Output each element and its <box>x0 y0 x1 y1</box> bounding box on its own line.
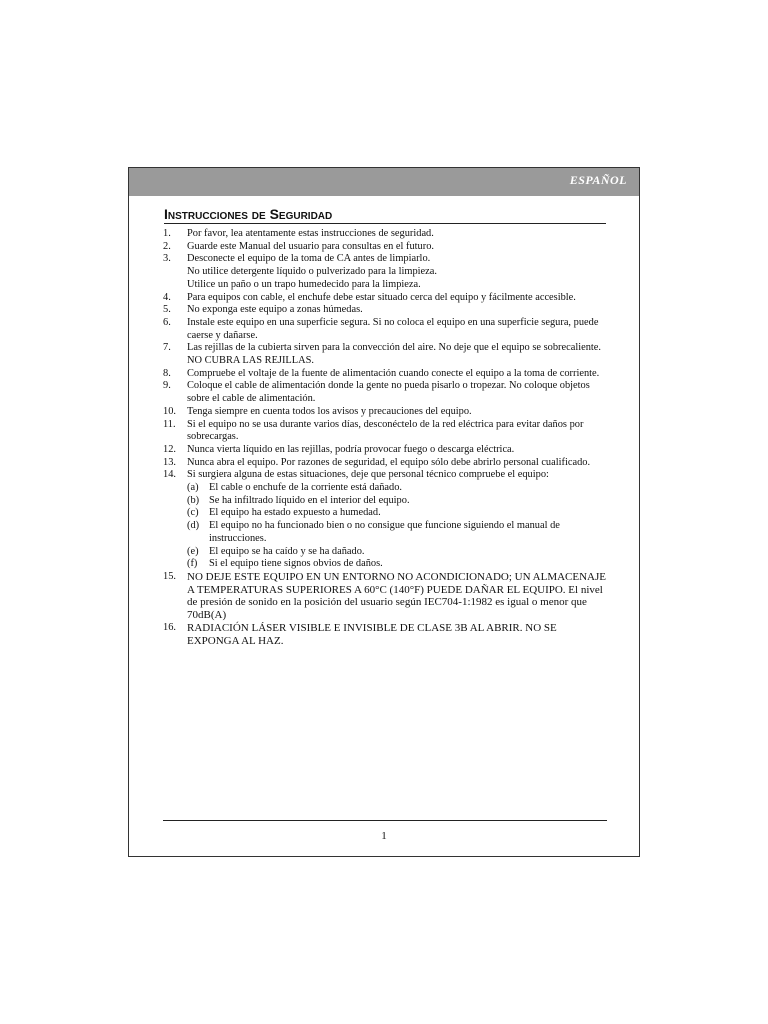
item-number: 8. <box>163 367 171 379</box>
item-line: Nunca abra el equipo. Por razones de seguridad, el equipo sólo debe abrirlo personal cualificado. <box>187 456 591 468</box>
list-item <box>163 292 607 305</box>
sub-item-letter: (a) <box>187 482 199 494</box>
list-item <box>163 317 607 342</box>
list-item <box>163 228 607 241</box>
sub-item-text: El equipo no ha funcionado bien o no consigue que funcione siguiendo el manual de instrucciones. <box>209 520 560 544</box>
item-text <box>187 571 607 622</box>
item-number: 5. <box>163 304 171 316</box>
item-line: Utilice un paño o un trapo humedecido para la limpieza. <box>187 278 421 290</box>
item-number: 11. <box>163 418 176 430</box>
item-number: 4. <box>163 291 171 303</box>
item-number: 7. <box>163 342 171 354</box>
sub-item <box>187 546 607 559</box>
item-number: 2. <box>163 240 171 252</box>
list-item <box>163 571 607 622</box>
sub-item-text: Se ha infiltrado líquido en el interior del equipo. <box>209 494 410 506</box>
item-number: 9. <box>163 380 171 392</box>
item-number: 13. <box>163 456 176 468</box>
item-text <box>187 253 607 291</box>
page-number: 1 <box>381 830 387 842</box>
item-text <box>187 380 607 405</box>
item-text <box>187 228 607 241</box>
list-item <box>163 406 607 419</box>
item-line: No utilice detergente líquido o pulverizado para la limpieza. <box>187 266 437 278</box>
list-item <box>163 469 607 571</box>
item-line: Si surgiera alguna de estas situaciones, deje que personal técnico compruebe el equipo: <box>187 469 549 481</box>
list-item <box>163 368 607 381</box>
footer-divider <box>163 820 607 821</box>
language-label: ESPAÑOL <box>569 173 627 187</box>
item-number: 3. <box>163 253 171 265</box>
sub-item-text: El equipo ha estado expuesto a humedad. <box>209 507 381 519</box>
item-text <box>187 241 607 254</box>
item-line: RADIACIÓN LÁSER VISIBLE E INVISIBLE DE CLASE 3B AL ABRIR. NO SE EXPONGA AL HAZ. <box>187 621 557 647</box>
safety-instructions-list <box>163 228 607 647</box>
item-line: No exponga este equipo a zonas húmedas. <box>187 304 363 316</box>
list-item <box>163 444 607 457</box>
sub-item <box>187 558 607 571</box>
sub-item-text: Si el equipo tiene signos obvios de daños. <box>209 558 383 570</box>
page-frame <box>128 167 640 857</box>
sub-item-text: El cable o enchufe de la corriente está dañado. <box>209 482 402 494</box>
item-line: Las rejillas de la cubierta sirven para la convección del aire. No deje que el equipo se sobrecaliente. NO CUBRA LAS REJILLAS. <box>187 342 601 367</box>
item-text <box>187 317 607 342</box>
item-number: 12. <box>163 443 176 455</box>
list-item <box>163 304 607 317</box>
item-line: Desconecte el equipo de la toma de CA antes de limpiarlo. <box>187 253 431 265</box>
item-line: Por favor, lea atentamente estas instrucciones de seguridad. <box>187 228 434 239</box>
item-line: Coloque el cable de alimentación donde la gente no pueda pisarlo o tropezar. No coloque objetos sobre el cable de alimentación. <box>187 380 590 405</box>
item-line: NO DEJE ESTE EQUIPO EN UN ENTORNO NO ACONDICIONADO; UN ALMACENAJE A TEMPERATURAS SUPERIORES A 60°C (140°F) PUEDE DAÑAR EL EQUIPO. El nivel de presión de sonido en la posición del usuario según IEC704-1:1982 es igual o menor que 70dB(A) <box>187 570 607 622</box>
sub-item-letter: (c) <box>187 507 199 519</box>
list-item <box>163 253 607 291</box>
item-text <box>187 304 607 317</box>
section-title: Instrucciones de Seguridad <box>164 206 606 224</box>
sub-item-letter: (e) <box>187 545 199 557</box>
list-item <box>163 342 607 367</box>
item-number: 15. <box>163 570 176 582</box>
sub-item-text: El equipo se ha caído y se ha dañado. <box>209 545 365 557</box>
item-line: Para equipos con cable, el enchufe debe estar situado cerca del equipo y fácilmente accesible. <box>187 291 576 303</box>
item-line: Nunca vierta líquido en las rejillas, podría provocar fuego o descarga eléctrica. <box>187 443 515 455</box>
list-item <box>163 457 607 470</box>
list-item <box>163 380 607 405</box>
item-text <box>187 469 607 571</box>
item-number: 16. <box>163 621 176 633</box>
item-text <box>187 292 607 305</box>
item-line: Si el equipo no se usa durante varios días, desconéctelo de la red eléctrica para evitar daños por sobrecargas. <box>187 418 584 443</box>
list-item <box>163 241 607 254</box>
item-text <box>187 419 607 444</box>
item-line: Compruebe el voltaje de la fuente de alimentación cuando conecte el equipo a la toma de corriente. <box>187 367 600 379</box>
item-line: Instale este equipo en una superficie segura. Si no coloca el equipo en una superficie segura, puede caerse y dañarse. <box>187 316 599 341</box>
list-item <box>163 419 607 444</box>
list-item <box>163 622 607 647</box>
item-number: 10. <box>163 405 176 417</box>
sub-item <box>187 482 607 495</box>
item-text <box>187 457 607 470</box>
item-text <box>187 368 607 381</box>
item-number: 1. <box>163 228 171 239</box>
item-number: 6. <box>163 316 171 328</box>
item-text <box>187 444 607 457</box>
sub-item <box>187 507 607 520</box>
sub-item <box>187 495 607 508</box>
item-line: Tenga siempre en cuenta todos los avisos y precauciones del equipo. <box>187 405 472 417</box>
item-line: Guarde este Manual del usuario para consultas en el futuro. <box>187 240 434 252</box>
item-text <box>187 342 607 367</box>
item-text <box>187 406 607 419</box>
item-number: 14. <box>163 469 176 481</box>
sub-item-letter: (d) <box>187 520 200 532</box>
language-bar <box>129 168 639 196</box>
sub-item <box>187 520 607 545</box>
sub-item-letter: (f) <box>187 558 198 570</box>
item-text <box>187 622 607 647</box>
sub-item-letter: (b) <box>187 494 200 506</box>
